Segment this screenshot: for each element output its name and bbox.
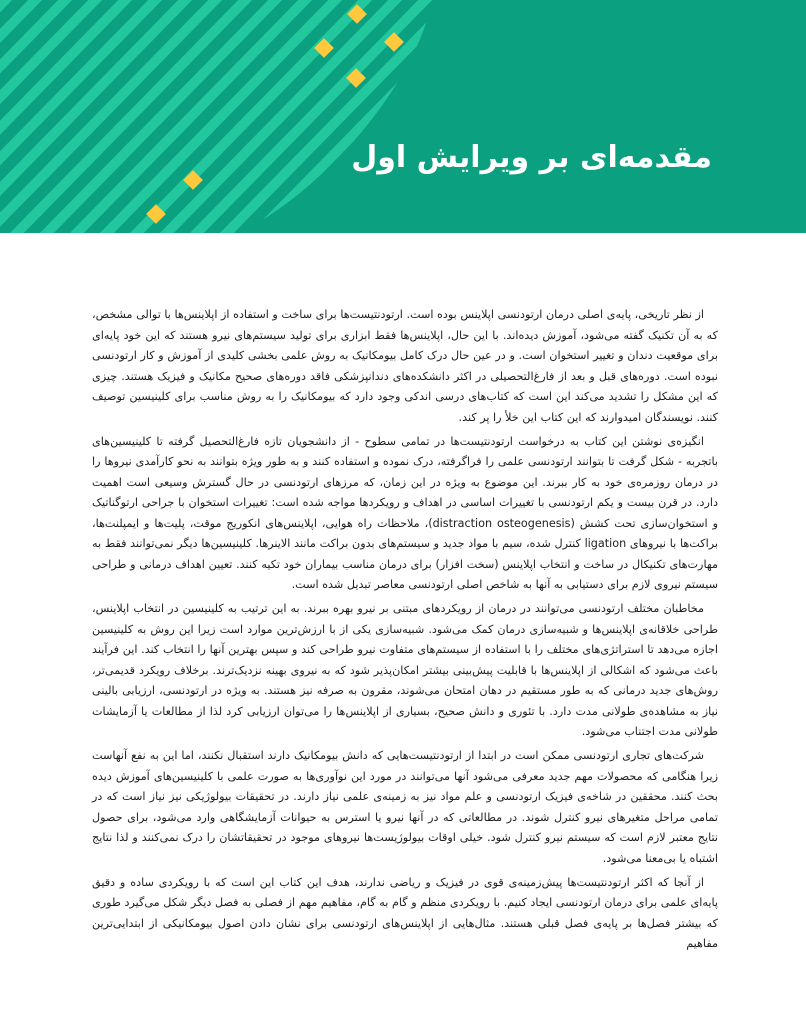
body-paragraph: مخاطبان مختلف ارتودنسی می‌توانند در درمان از رویکردهای مبتنی بر نیرو بهره ببرند. به این ترتیب به کلینیسین در انتخاب اپلاینس، طراحی خلاقانه‌ی اپلاینس‌ها و شبیه‌سازی درمان کمک می‌شود. شبیه‌سازی یکی از با ارزش‌ترین موارد است زیرا این روش به کلینیسین اجازه می‌دهد تا استراتژی‌های مختلف را با استفاده از سیستم‌های متفاوت نیرو طراحی کند و سپس بهترین آنها را انتخاب کند. این فرآیند باعث می‌شود که اشکالی از اپلاینس‌ها با قابلیت پیش‌بینی بیشتر امکان‌پذیر شود که به نیروی بهینه نزدیک‌ترند. برخلاف رویکرد قدیمی‌تر، روش‌های جدید درمانی که به طور مستقیم در دهان امتحان می‌شوند، مقرون به صرفه نیز هستند. به ویژه در ارتودنسی، ارزیابی بالینی نیاز به مشاهده‌ی طولانی مدت دارد. با تئوری و دانش صحیح، بسیاری از اپلاینس‌ها را می‌توان ارزیابی کرد لذا از مطالعات یا آزمایشات طولانی مدت اجتناب می‌شود. xyxy=(92,602,718,738)
chapter-body xyxy=(92,305,718,958)
body-paragraph: انگیزه‌ی نوشتن این کتاب به درخواست ارتودنتیست‌ها در تمامی سطوح - از دانشجویان تازه فارغ‌التحصیل گرفته تا کلینیسین‌های باتجربه - شکل گرفت تا بتوانند ارتودنسی علمی را فراگرفته، درک نموده و استفاده کنند و به طور ویژه بتوانند به نحو کارآمدی نیروها را در درمان روزمره‌ی خود به کار ببرند. این موضوع به ویژه در این زمان، که مرزهای ارتودنسی در حال گسترش وسیعی است اهمیت دارد. در قرن بیست و یکم ارتودنسی با تغییرات اساسی در اهداف و رویکردها مواجه شده است: تغییرات استخوان با جراحی ارتوگناتیک و استخوان‌سازی تحت کشش (distraction osteogenesis)، ملاحظات راه هوایی، اپلاینس‌های انکوریج موقت، پلیت‌ها و ایمپلنت‌ها، براکت‌ها با نیروهای ligation کنترل شده، سیم با مواد جدید و سیستم‌های بدون براکت مانند الاینرها. کلینیسین‌ها دیگر نمی‌توانند فقط به مهارت‌های تکنیکال در ساخت و انتخاب اپلاینس (سخت افزار) برای درمان مناسب بیماران خود تکیه کنند. تعیین اهداف درمانی و طراحی سیستم نیروی لازم برای دستیابی به آنها به شاخص اصلی ارتودنسی معاصر تبدیل شده است. xyxy=(92,434,718,591)
chapter-title: مقدمه‌ای بر ویرایش اول xyxy=(351,140,712,175)
chapter-header-banner xyxy=(0,0,806,233)
header-decoration xyxy=(0,0,806,233)
body-paragraph: از نظر تاریخی، پایه‌ی اصلی درمان ارتودنسی اپلاینس بوده است. ارتودنتیست‌ها برای ساخت و استفاده از اپلاینس‌ها با توالی مشخص، که به آن تکنیک گفته می‌شود، آموزش دیده‌اند. با این حال، اپلاینس‌ها فقط ابزاری برای تولید سیستم‌های نیرو هستند که این خود پایه‌ای برای موقعیت دندان و تغییر استخوان است. و در عین حال درک کامل بیومکانیک به روش علمی بخشی کلیدی از آموزش و کار ارتودنسی نبوده است. دوره‌های قبل و بعد از فارغ‌التحصیلی در اکثر دانشکده‌های دندانپزشکی فاقد دوره‌های صحیح مکانیک و فیزیک هستند. چیزی که این مشکل را تشدید می‌کند این است که کتاب‌های درسی اندکی وجود دارد که بیومکانیک را به روش مناسب برای کلینیسین توصیف کنند. نویسندگان امیدوارند که این کتاب این خلأ را پر کند. xyxy=(92,308,718,424)
body-paragraph: از آنجا که اکثر ارتودنتیست‌ها پیش‌زمینه‌ی قوی در فیزیک و ریاضی ندارند، هدف این کتاب این است که با رویکردی ساده و دقیق پایه‌ای علمی برای درمان ارتودنسی ایجاد کنیم. با رویکردی منظم و گام به گام، مفاهیم مهم از فصلی به فصل دیگر شکل می‌گیرد طوری که بیشتر فصل‌ها بر پایه‌ی فصل قبلی هستند. مثال‌هایی از اپلاینس‌های ارتودنسی برای نشان دادن اصول بیومکانیکی از ابتدایی‌ترین مفاهیم xyxy=(92,875,718,950)
body-paragraph: شرکت‌های تجاری ارتودنسی ممکن است در ابتدا از ارتودنتیست‌هایی که دانش بیومکانیک دارند استقبال نکنند، اما این به نفع آنهاست زیرا هنگامی که محصولات مهم جدید معرفی می‌شود آنها می‌توانند در مورد این نوآوری‌ها به صورت علمی با کلینیسین‌های آموزش دیده بحث کنند. محققین در شاخه‌ی فیزیک ارتودنسی و علم مواد نیز به زمینه‌ی علمی نیاز دارند. در تحقیقات بیولوژیکی نیز نیاز است که در تمامی مراحل متغیرهای نیرو کنترل شوند. در مطالعاتی که در آنها نیرو یا استرس به حیوانات آزمایشگاهی وارد می‌شود، برای حصول نتایج معتبر لازم است که سیستم نیرو کنترل شود. خیلی اوقات بیولوژیست‌ها نیروهای موجود در تحقیقاتشان را درک نمی‌کنند و لذا نتایج اشتباه یا بی‌معنا می‌شود. xyxy=(92,749,718,865)
